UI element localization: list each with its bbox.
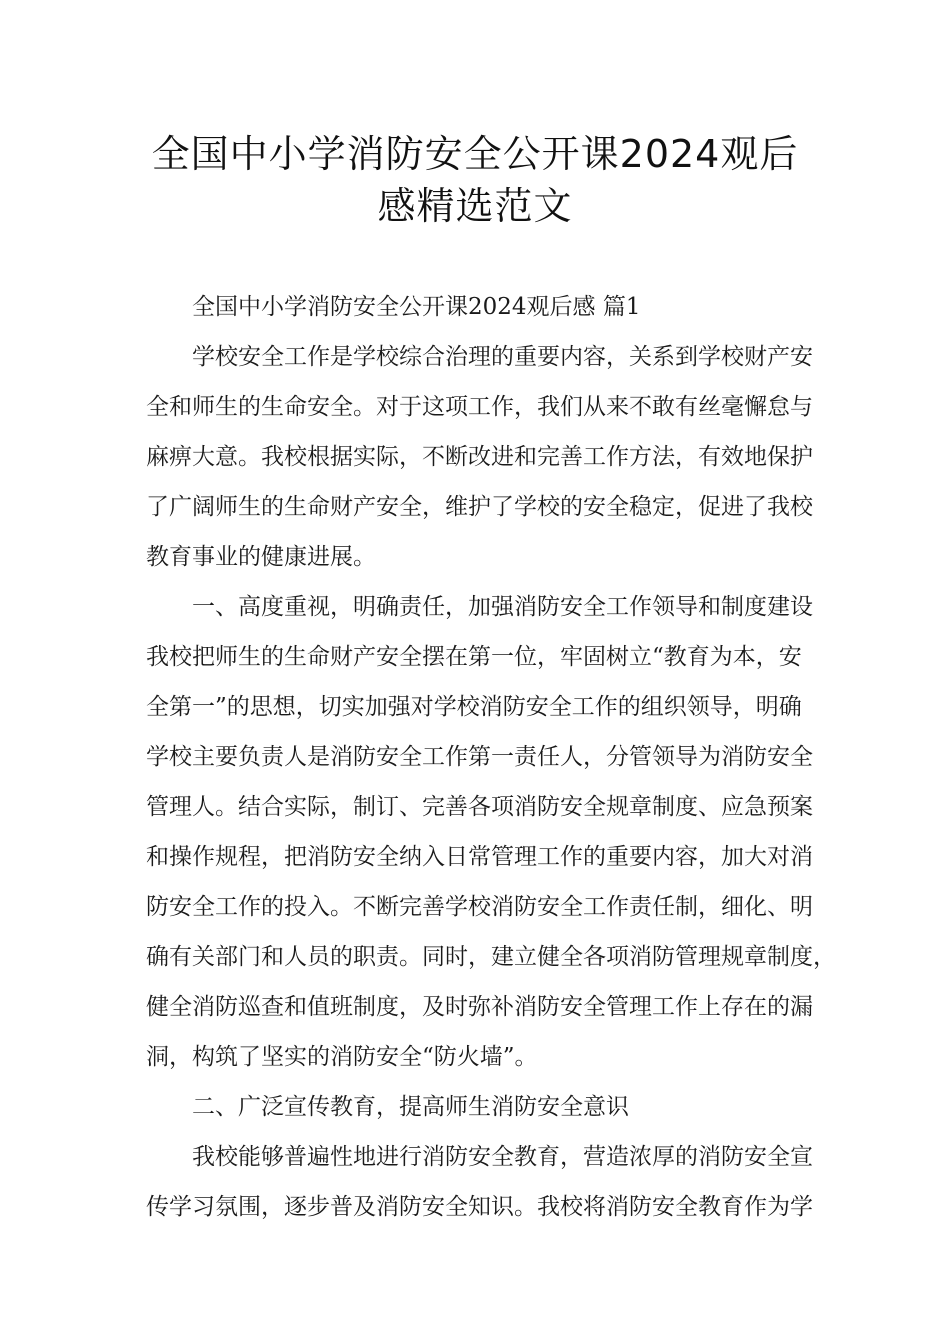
paragraph-line: 学校主要负责人是消防安全工作第一责任人，分管领导为消防安全 [146,744,813,770]
paragraph-line: 洞，构筑了坚实的消防安全“防火墙”。 [146,1044,538,1070]
paragraph-1 [146,332,826,582]
paragraph-line: 确有关部门和人员的职责。同时，建立健全各项消防管理规章制度， [146,944,836,970]
paragraph-line: 麻痹大意。我校根据实际，不断改进和完善工作方法，有效地保护 [146,444,813,470]
paragraph-line: 和操作规程，把消防安全纳入日常管理工作的重要内容，加大对消 [146,844,813,870]
document-body [146,282,836,1232]
subheading-2: 二、广泛宣传教育，提高师生消防安全意识 [192,1094,629,1120]
subheading-1: 一、高度重视，明确责任，加强消防安全工作领导和制度建设 [192,594,813,620]
paragraph-line: 了广阔师生的生命财产安全，维护了学校的安全稳定，促进了我校 [146,494,813,520]
paragraph-line: 我校能够普遍性地进行消防安全教育，营造浓厚的消防安全宣 [192,1144,813,1170]
paragraph-line: 学校安全工作是学校综合治理的重要内容，关系到学校财产安 [192,344,813,370]
paragraph-line: 我校把师生的生命财产安全摆在第一位，牢固树立“教育为本，安 [146,644,802,670]
title-line-1: 全国中小学消防安全公开课2024观后 [151,132,799,176]
paragraph-2 [146,632,836,1082]
title-line-2: 感精选范文 [377,184,573,228]
paragraph-line: 健全消防巡查和值班制度，及时弥补消防安全管理工作上存在的漏 [146,994,813,1020]
section-heading: 全国中小学消防安全公开课2024观后感 篇1 [192,294,641,320]
paragraph-line: 全第一”的思想，切实加强对学校消防安全工作的组织领导，明确 [146,694,802,720]
paragraph-line: 教育事业的健康进展。 [146,544,376,570]
paragraph-3 [146,1132,826,1232]
paragraph-line: 传学习氛围，逐步普及消防安全知识。我校将消防安全教育作为学 [146,1194,813,1220]
document-title [100,128,850,232]
paragraph-line: 管理人。结合实际，制订、完善各项消防安全规章制度、应急预案 [146,794,813,820]
paragraph-line: 全和师生的生命安全。对于这项工作，我们从来不敢有丝毫懈怠与 [146,394,813,420]
paragraph-line: 防安全工作的投入。不断完善学校消防安全工作责任制，细化、明 [146,894,813,920]
